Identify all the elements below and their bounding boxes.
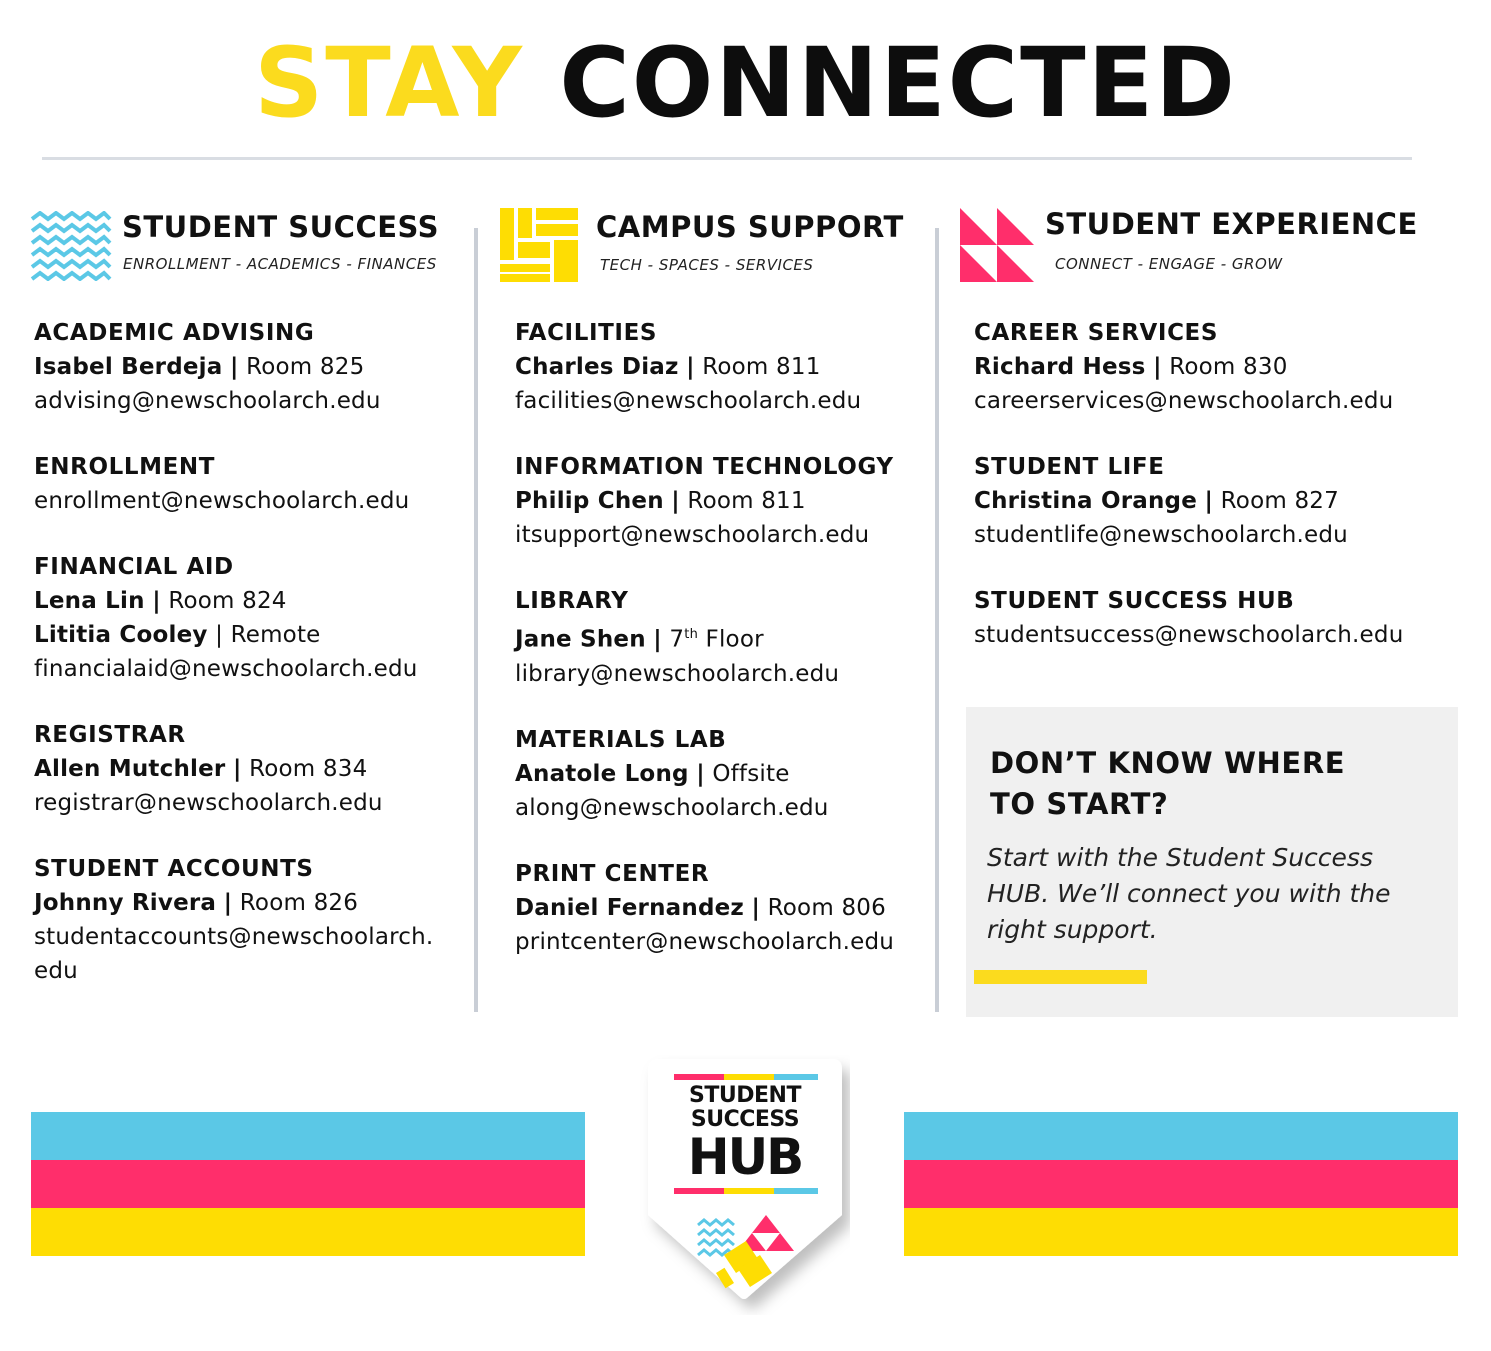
dept-name: STUDENT SUCCESS HUB — [974, 588, 1295, 614]
email-link[interactable]: facilities@newschoolarch.edu — [515, 388, 862, 414]
email-link-continued[interactable]: edu — [34, 958, 78, 984]
dept-name: STUDENT ACCOUNTS — [34, 856, 314, 882]
badge-line-3: HUB — [687, 1128, 803, 1186]
stripe-yellow — [31, 1208, 585, 1256]
dept-name: ACADEMIC ADVISING — [34, 320, 315, 346]
callout-body: Start with the Student Success HUB. We’ll connect you with the right support. — [987, 843, 1391, 944]
contact-name: Isabel Berdeja — [34, 354, 223, 380]
header-divider — [42, 157, 1412, 160]
email-link[interactable]: financialaid@newschoolarch.edu — [34, 656, 418, 682]
column-divider-1 — [474, 228, 478, 1012]
dept-name: REGISTRAR — [34, 722, 186, 748]
email-link[interactable]: itsupport@newschoolarch.edu — [515, 522, 870, 548]
email-link[interactable]: library@newschoolarch.edu — [515, 660, 840, 687]
stripe-blue — [31, 1112, 585, 1160]
contact-line: Allen Mutchler | Room 834 — [34, 756, 368, 782]
dept-financial-aid — [34, 550, 433, 686]
contact-line: Jane Shen | 7th Floor — [515, 626, 764, 653]
callout-heading-line2: TO START? — [990, 787, 1169, 821]
dept-enrollment — [34, 450, 433, 518]
email-link[interactable]: careerservices@newschoolarch.edu — [974, 388, 1394, 414]
dept-academic-advising — [34, 316, 433, 418]
dept-student-success-hub — [974, 584, 1403, 652]
dept-name: FACILITIES — [515, 320, 658, 346]
dept-print-center — [515, 857, 894, 959]
contact-name: Lena Lin — [34, 588, 145, 614]
contact-location: Room 824 — [168, 588, 287, 614]
stripe-blue — [904, 1112, 1458, 1160]
contact-line: Richard Hess | Room 830 — [974, 354, 1288, 380]
contact-name: Lititia Cooley — [34, 622, 208, 648]
contact-location: Room 811 — [702, 354, 821, 380]
student-success-column — [34, 316, 433, 1020]
email-link[interactable]: studentlife@newschoolarch.edu — [974, 522, 1348, 548]
contact-name: Philip Chen — [515, 488, 664, 514]
start-here-callout — [966, 707, 1458, 1017]
dept-materials-lab — [515, 723, 894, 825]
triangles-icon — [960, 208, 1034, 287]
dept-career-services — [974, 316, 1403, 418]
callout-heading-line1: DON’T KNOW WHERE — [990, 746, 1346, 780]
contact-location: Offsite — [712, 760, 790, 787]
contact-location: Room 811 — [687, 488, 806, 514]
floor-ordinal: th — [684, 627, 699, 642]
stripe-pink — [904, 1160, 1458, 1208]
student-experience-subtitle: CONNECT - ENGAGE - GROW — [1055, 255, 1283, 273]
email-link[interactable]: studentsuccess@newschoolarch.edu — [974, 622, 1404, 648]
stripe-yellow — [904, 1208, 1458, 1256]
contact-location: Room 830 — [1169, 354, 1288, 380]
dept-name: CAREER SERVICES — [974, 320, 1219, 346]
badge-line-1: STUDENT — [689, 1083, 801, 1108]
right-color-stripes — [904, 1112, 1458, 1256]
campus-support-subtitle: TECH - SPACES - SERVICES — [600, 256, 814, 274]
dept-name: MATERIALS LAB — [515, 726, 727, 753]
dept-registrar — [34, 718, 433, 820]
dept-name: INFORMATION TECHNOLOGY — [515, 454, 894, 480]
contact-line: Isabel Berdeja | Room 825 — [34, 354, 365, 380]
dept-student-accounts — [34, 852, 433, 988]
callout-accent-bar — [974, 970, 1147, 984]
page-title — [0, 28, 1491, 138]
email-link[interactable]: advising@newschoolarch.edu — [34, 388, 381, 414]
dept-facilities — [515, 316, 894, 418]
contact-name: Daniel Fernandez — [515, 894, 744, 921]
contact-location: Room 825 — [246, 354, 365, 380]
student-success-subtitle: ENROLLMENT - ACADEMICS - FINANCES — [123, 255, 437, 273]
dept-library — [515, 584, 894, 691]
contact-location: Room 806 — [767, 894, 886, 921]
contact-name: Christina Orange — [974, 488, 1198, 514]
email-link[interactable]: studentaccounts@newschoolarch. — [34, 924, 434, 950]
contact-location: Room 834 — [249, 756, 368, 782]
student-success-title: STUDENT SUCCESS — [122, 210, 440, 244]
contact-location: Room 826 — [239, 890, 359, 916]
contact-line: Lititia Cooley | Remote — [34, 622, 321, 648]
brick-maze-icon — [500, 208, 578, 287]
student-experience-column — [974, 316, 1403, 684]
contact-line: Charles Diaz | Room 811 — [515, 354, 821, 380]
student-experience-title: STUDENT EXPERIENCE — [1045, 207, 1418, 241]
contact-location: Room 827 — [1220, 488, 1339, 514]
contact-line: Philip Chen | Room 811 — [515, 488, 806, 514]
campus-support-title: CAMPUS SUPPORT — [596, 210, 904, 244]
email-link[interactable]: printcenter@newschoolarch.edu — [515, 928, 895, 955]
badge-line-2: SUCCESS — [690, 1107, 800, 1132]
contact-line: Daniel Fernandez | Room 806 — [515, 894, 886, 921]
contact-location: Remote — [230, 622, 321, 648]
contact-line: Anatole Long | Offsite — [515, 760, 790, 787]
column-divider-2 — [935, 228, 939, 1012]
left-color-stripes — [31, 1112, 585, 1256]
contact-name: Anatole Long — [515, 760, 689, 787]
floor-number: 7 — [669, 626, 685, 653]
dept-name: PRINT CENTER — [515, 860, 710, 887]
floor-label: Floor — [698, 626, 764, 653]
dept-student-life — [974, 450, 1403, 552]
email-link[interactable]: registrar@newschoolarch.edu — [34, 790, 383, 816]
student-success-hub-badge — [640, 1055, 850, 1315]
contact-name: Richard Hess — [974, 354, 1146, 380]
contact-line: Lena Lin | Room 824 — [34, 588, 287, 614]
wave-zigzag-icon — [30, 211, 112, 286]
dept-name: LIBRARY — [515, 588, 629, 614]
dept-name: STUDENT LIFE — [974, 454, 1165, 480]
dept-information-technology — [515, 450, 894, 552]
campus-support-column — [515, 316, 894, 991]
contact-name: Jane Shen — [515, 626, 646, 653]
email-link[interactable]: along@newschoolarch.edu — [515, 794, 829, 821]
contact-name: Johnny Rivera — [34, 890, 217, 916]
title-word-connected: CONNECTED — [559, 27, 1237, 139]
title-word-stay: STAY — [254, 27, 524, 139]
contact-name: Allen Mutchler — [34, 756, 226, 782]
contact-line: Christina Orange | Room 827 — [974, 488, 1339, 514]
dept-name: FINANCIAL AID — [34, 554, 234, 580]
callout-heading — [990, 743, 1370, 825]
stripe-pink — [31, 1160, 585, 1208]
contact-name: Charles Diaz — [515, 354, 679, 380]
contact-line: Johnny Rivera | Room 826 — [34, 890, 359, 916]
email-link[interactable]: enrollment@newschoolarch.edu — [34, 488, 410, 514]
dept-name: ENROLLMENT — [34, 454, 216, 480]
